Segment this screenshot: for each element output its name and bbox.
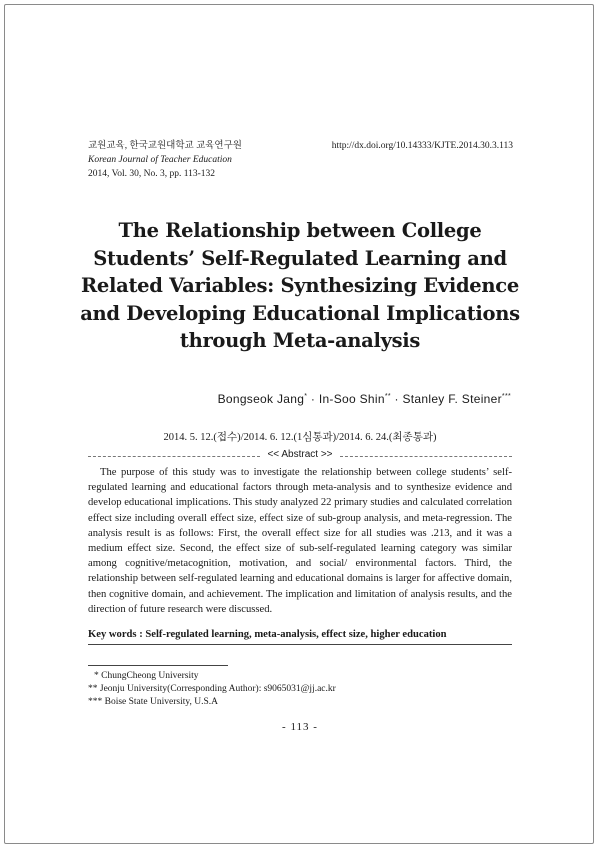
footnote: ** Jeonju University(Corresponding Author): s9065031@jj.ac.kr bbox=[88, 684, 336, 694]
author-name: Bongseok Jang bbox=[217, 392, 305, 406]
institution-line: 교원교육, 한국교원대학교 교육연구원 bbox=[88, 141, 242, 151]
author-separator: · bbox=[310, 392, 316, 406]
abstract-heading bbox=[88, 449, 512, 463]
journal-header bbox=[88, 139, 242, 181]
author-mark: ** bbox=[384, 393, 391, 400]
author-name: Stanley F. Steiner bbox=[402, 392, 502, 406]
keywords: Key words : Self-regulated learning, meta-analysis, effect size, higher education bbox=[88, 629, 447, 640]
abstract-body: The purpose of this study was to investigate the relationship between college students’ self-regulated learning and educational factors through meta-analysis and to synthesize evidence and develop educational implications. This study analyzed 22 primary studies and calculated correlation effect size including overall effect size, effect size of sub-group analysis, and meta-regression. The analysis result is as follows: First, the overall effect size for all studies was .213, and it was a medium effect size. Second, the effect size of sub-self-regulated learning category was similar among cognitive/metacognition, motivation, and social/ environmental factors. Third, the relationship between self-regulated learning and educational domains is larger for affective domain, then cognitive domain, and achievement. The implication and limitation of analysis results, and the direction of future research were discussed. bbox=[88, 467, 512, 615]
author-mark: * bbox=[304, 393, 308, 400]
dashed-rule-right bbox=[340, 456, 512, 457]
page-border bbox=[4, 4, 594, 844]
citation-line: 2014, Vol. 30, No. 3, pp. 113-132 bbox=[88, 169, 216, 179]
doi-link[interactable]: http://dx.doi.org/10.14333/KJTE.2014.30.3.113 bbox=[331, 141, 513, 151]
journal-name: Korean Journal of Teacher Education bbox=[88, 155, 232, 165]
author-mark: *** bbox=[501, 393, 511, 400]
page-number: - 113 - bbox=[282, 721, 318, 733]
paper-title: The Relationship between College Students’ Self-Regulated Learning and Related Variables: Synthesizing Evidence and Developing Educational Implications through Meta-analysis bbox=[80, 219, 520, 352]
author-name: In-Soo Shin bbox=[318, 392, 385, 406]
submission-dates: 2014. 5. 12.(접수)/2014. 6. 12.(1심통과)/2014. 6. 24.(최종통과) bbox=[163, 432, 437, 443]
footnote-divider bbox=[88, 665, 228, 666]
keywords-divider bbox=[88, 644, 512, 645]
abstract-label: << Abstract >> bbox=[267, 449, 333, 460]
author-separator: · bbox=[394, 392, 399, 406]
footnote: *** Boise State University, U.S.A bbox=[88, 697, 219, 707]
footnote: * ChungCheong University bbox=[94, 671, 199, 681]
footnotes bbox=[88, 670, 336, 709]
author-list bbox=[218, 392, 511, 406]
